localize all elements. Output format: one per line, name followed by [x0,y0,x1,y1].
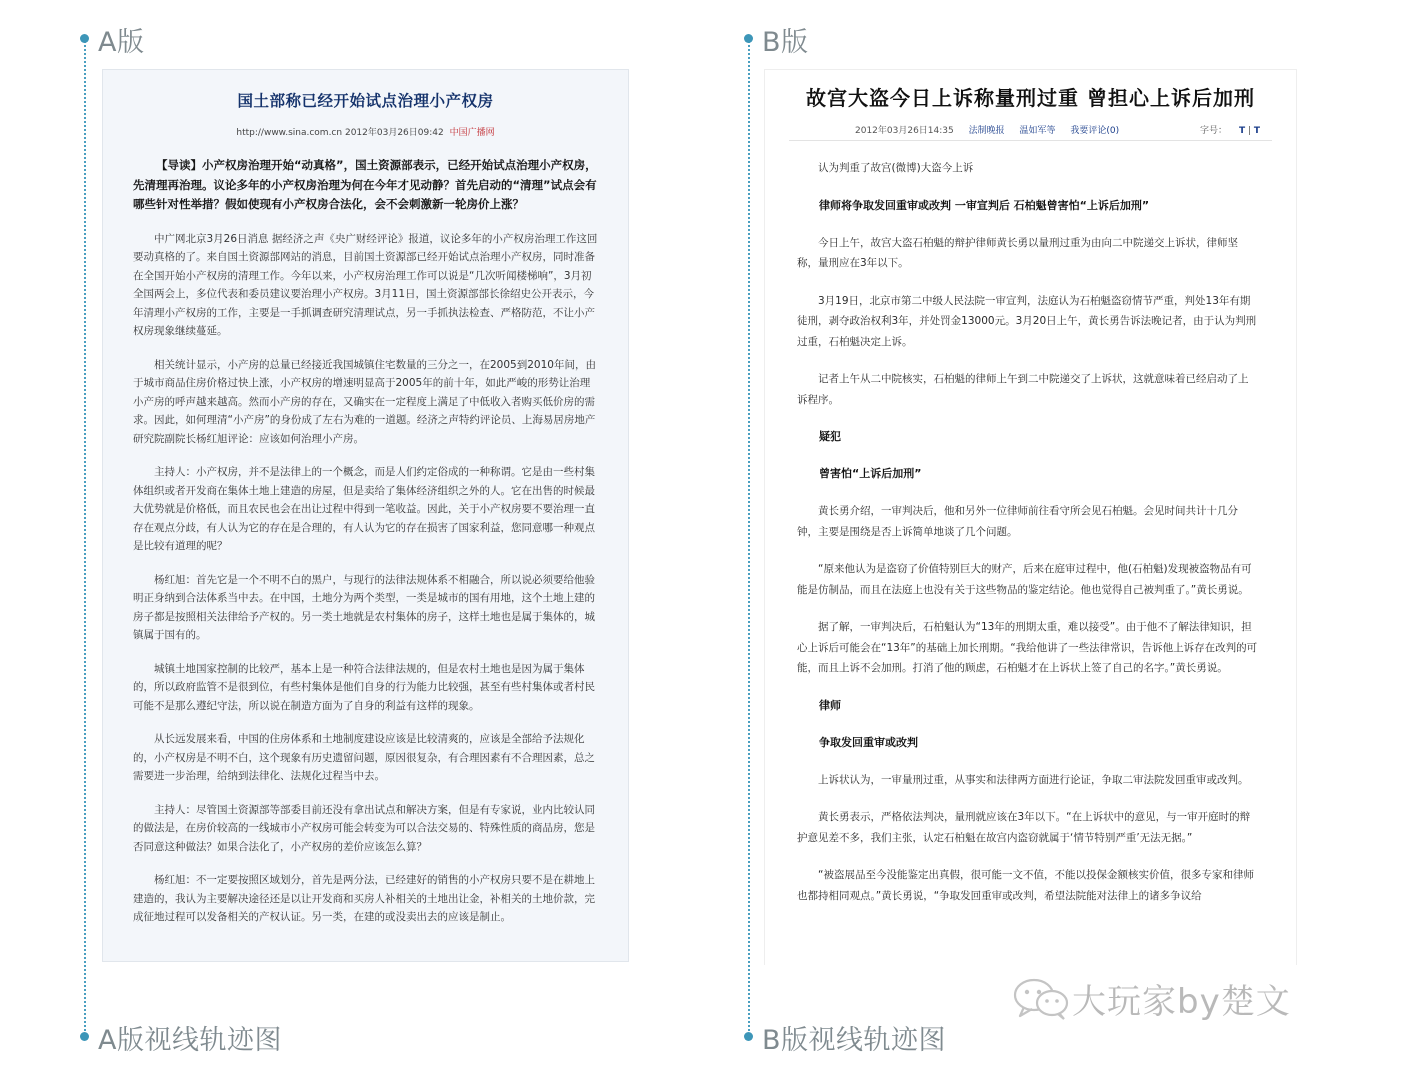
article-b-subheading: 律师将争取发回重审或改判 一审宣判后 石柏魁曾害怕“上诉后加刑” [819,198,1150,212]
article-b-title: 故宫大盗今日上诉称量刑过重 曾担心上诉后加刑 [806,86,1255,110]
article-b-paragraph: “原来他认为是盗窃了价值特别巨大的财产，后来在庭审过程中，他(石柏魁)发现被盗物品有可能是仿制品，而且在法庭上也没有关于这些物品的鉴定结论。他也觉得自己被判重了。”黄长勇说。 [797,563,1252,596]
font-size-small-button[interactable]: T [1238,126,1246,136]
b-dotted-rail [748,38,750,1038]
article-a-source[interactable]: 中国广播网 [449,128,495,138]
article-b-body [789,158,1272,906]
article-b-paragraph: “被盗展品至今没能鉴定出真假，很可能一文不值，不能以投保金额核实价值，很多专家和律师也都持相同观点。”黄长勇说，“争取发回重审或改判，希望法院能对法律上的诸多争议给 [797,869,1254,902]
a-top-dot [80,34,89,43]
article-a-panel [102,69,629,962]
article-b-panel [764,69,1297,965]
watermark [1012,972,1372,1022]
article-a-paragraph: 相关统计显示，小产房的总量已经接近我国城镇住宅数量的三分之一，在2005到2010年间，由于城市商品住房价格过快上涨，小产权房的增速明显高于2005年的前十年，如此严峻的形势让治理小产房的呼声越来越高。然而小产房的存在，又确实在一定程度上满足了中低收入者购买低价房的需求。因此，如何理清“小产房”的身份成了左右为难的一道题。经济之声特约评论员、上海易居房地产研究院副院长杨红旭评论：应该如何治理小产房。 [133,358,596,445]
article-a-paragraph: 城镇土地国家控制的比较严，基本上是一种符合法律法规的，但是农村土地也是因为属于集体的，所以政府监管不是很到位，有些村集体是他们自身的行为能力比较强，甚至有些村集体或者村民可能不是那么遵纪守法，所以说在制造方面为了自身的利益有这样的现象。 [133,662,595,712]
article-b-paragraph: 黄长勇表示，严格依法判决，量刑就应该在3年以下。“在上诉状中的意见，与一审开庭时的辩护意见差不多，我们主张，认定石柏魁在故宫内盗窃就属于‘情节特别严重’无法无据。” [797,811,1251,844]
article-b-subheading: 争取发回重审或改判 [819,735,918,749]
article-a-paragraph: 杨红旭：不一定要按照区域划分，首先是两分法，已经建好的销售的小产权房只要不是在耕地上建造的，我认为主要解决途径还是以让开发商和买房人补相关的土地出让金，补相关的土地价款，完成征地过程可以发备相关的产权认证。另一类，在建的或没卖出去的应该是制止。 [133,874,595,923]
article-a-paragraph: 中广网北京3月26日消息 据经济之声《央广财经评论》报道，议论多年的小产权房治理工作这回要动真格的了。来自国土资源部网站的消息，目前国土资源部已经开始试点治理小产权房，同时准备在全国开始小产权房的清理工作。今年以来，小产权房治理工作可以说是“几次听闻楼梯响”，3月初全国两会上，多位代表和委员建议要治理小产权房。3月11日，国土资源部部长徐绍史公开表示，今年清理小产权房的工作，主要是一手抓调查研究清理试点，另一手抓执法检查、严格防范，不让小产权房现象继续蔓延。 [133,232,598,337]
article-a-paragraph: 主持人：尽管国土资源部等部委目前还没有拿出试点和解决方案，但是有专家说，业内比较认同的做法是，在房价较高的一线城市小产权房可能会转变为可以合法交易的、特殊性质的商品房，您是否同意这种做法？如果合法化了，小产权房的差价应该怎么算？ [133,803,595,853]
article-b-subheading: 疑犯 [819,430,841,443]
a-bottom-dot [80,1032,89,1041]
article-a-paragraph: 主持人：小产权房，并不是法律上的一个概念，而是人们约定俗成的一种称谓。它是由一些村集体组织或者开发商在集体土地上建造的房屋，但是卖给了集体经济组织之外的人。它在出售的时候最大优势就是价格低，而且农民也会在出让过程中得到一笔收益。因此，关于小产权房要不要治理一直存在观点分歧，有人认为它的存在是合理的，有人认为它的存在损害了国家利益，您同意哪一种观点是比较有道理的呢？ [133,466,595,552]
article-b-paragraph: 据了解，一审判决后，石柏魁认为“13年的刑期太重，难以接受”。由于他不了解法律知识，担心上诉后可能会在“13年”的基础上加长刑期。“我给他讲了一些法律常识，告诉他上诉存在改判的可能，而且上诉不会加刑。打消了他的顾虑，石柏魁才在上诉状上签了自己的名字。”黄长勇说。 [797,621,1258,674]
watermark-text: 大玩家by楚文 [1072,982,1291,1022]
font-size-control: 字号： T | T [1199,126,1260,136]
article-b-paragraph: 认为判重了故宫(微博)大盗今上诉 [818,162,974,174]
label-a-version: A版 [98,27,145,58]
article-b-paragraph: 今日上午，故宫大盗石柏魁的辩护律师黄长勇以量刑过重为由向二中院递交上诉状，律师坚称，量刑应在3年以下。 [797,236,1238,269]
article-a-meta [133,125,598,138]
article-a-title: 国土部称已经开始试点治理小产权房 [237,92,494,110]
b-bottom-dot [744,1032,753,1041]
font-size-label: 字号： [1199,126,1227,136]
article-b-paragraph: 记者上午从二中院核实，石柏魁的律师上午到二中院递交了上诉状，这就意味着已经启动了上诉程序。 [797,373,1249,406]
a-dotted-rail [84,38,86,1038]
label-b-version: B版 [762,27,809,58]
article-a-url[interactable]: http://www.sina.com.cn [236,128,343,138]
article-a-paragraph: 从长远发展来看，中国的住房体系和土地制度建设应该是比较清爽的，应该是全部给予法规化的，小产权房是不明不白，这个现象有历史遗留问题，原因很复杂，有合理因素有不合理因素，总之需要进一步治理，给纳到法律化、法规化过程当中去。 [133,733,595,782]
article-b-comment-link[interactable]: 我要评论(0) [1070,126,1120,136]
article-b-paragraph: 3月19日，北京市第二中级人民法院一审宣判，法庭认为石柏魁盗窃情节严重，判处13年有期徒刑，剥夺政治权利3年，并处罚金13000元。3月20日上午，黄长勇告诉法晚记者，由于认为判刑过重，石柏魁决定上诉。 [797,294,1257,348]
article-b-author[interactable]: 温如军等 [1019,126,1056,136]
article-b-paragraph: 上诉状认为，一审量刑过重，从事实和法律两方面进行论证，争取二审法院发回重审或改判。 [818,773,1249,786]
b-top-dot [744,34,753,43]
article-b-paragraph: 黄长勇介绍，一审判决后，他和另外一位律师前往看守所会见石柏魁。会见时间共计十几分钟，主要是围绕是否上诉简单地谈了几个问题。 [797,505,1238,538]
font-size-large-button[interactable]: T [1253,126,1260,136]
label-a-eye-track: A版视线轨迹图 [98,1025,282,1056]
article-a-body [133,230,598,927]
article-b-subheading: 律师 [819,698,841,712]
article-a-time: 2012年03月26日09:42 [344,128,444,138]
article-b-meta [789,123,1272,141]
article-b-time: 2012年03月26日14:35 [855,126,954,136]
label-b-eye-track: B版视线轨迹图 [762,1025,947,1056]
article-b-subheading: 曾害怕“上诉后加刑” [819,467,922,480]
article-a-lead: 【导读】小产权房治理开始“动真格”，国土资源部表示，已经开始试点治理小产权房，先清理再治理。议论多年的小产权房治理为何在今年才见动静？首先启动的“清理”试点会有哪些针对性举措？假如使现有小产权房合法化，会不会刺激新一轮房价上涨？ [133,158,597,211]
article-b-source[interactable]: 法制晚报 [968,126,1005,136]
wechat-icon [1012,976,1072,1020]
article-a-paragraph: 杨红旭：首先它是一个不明不白的黑户，与现行的法律法规体系不相融合，所以说必须要给他验明正身纳到合法体系当中去。在中国，土地分为两个类型，一类是城市的国有用地，这个土地上建的房子都是按照相关法律给予产权的。另一类土地就是农村集体的房子，这样土地也是属于集体的，城镇属于国有的。 [133,573,595,641]
